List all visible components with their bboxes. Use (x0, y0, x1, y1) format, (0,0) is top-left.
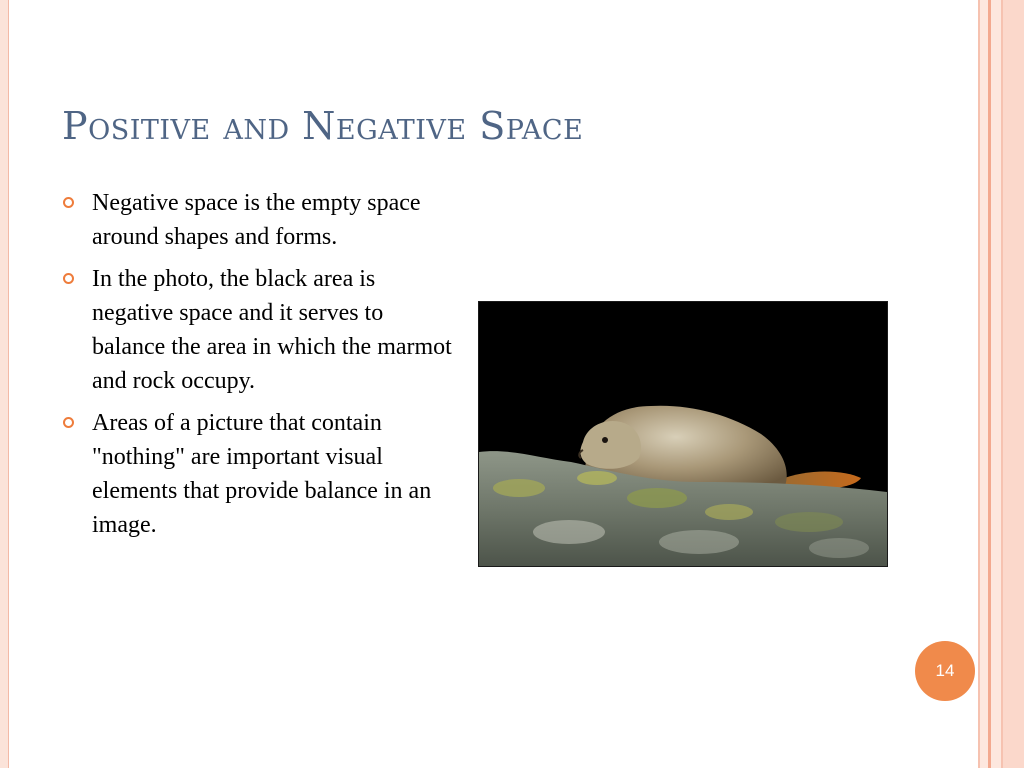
bullet-circle-icon (63, 197, 74, 208)
marmot-photo-drawing (479, 302, 887, 566)
bullet-item (62, 406, 452, 542)
slide-title: Positive and Negative Space (62, 104, 584, 148)
page-number-badge: 14 (915, 641, 975, 701)
bullet-text: In the photo, the black area is negative space and it serves to balance the area in which the marmot and rock occupy. (92, 266, 452, 394)
bullet-text: Areas of a picture that contain "nothing" are important visual elements that provide balance in an image. (92, 410, 432, 538)
bullet-list (62, 186, 452, 550)
bullet-circle-icon (63, 417, 74, 428)
bullet-text: Negative space is the empty space around shapes and forms. (92, 190, 421, 250)
marmot-eye (602, 437, 608, 443)
right-edge-stripes (974, 0, 1024, 768)
bullet-circle-icon (63, 273, 74, 284)
bullet-item (62, 186, 452, 254)
left-edge-stripe (0, 0, 9, 768)
bullet-item (62, 262, 452, 398)
marmot-photo (478, 301, 888, 567)
